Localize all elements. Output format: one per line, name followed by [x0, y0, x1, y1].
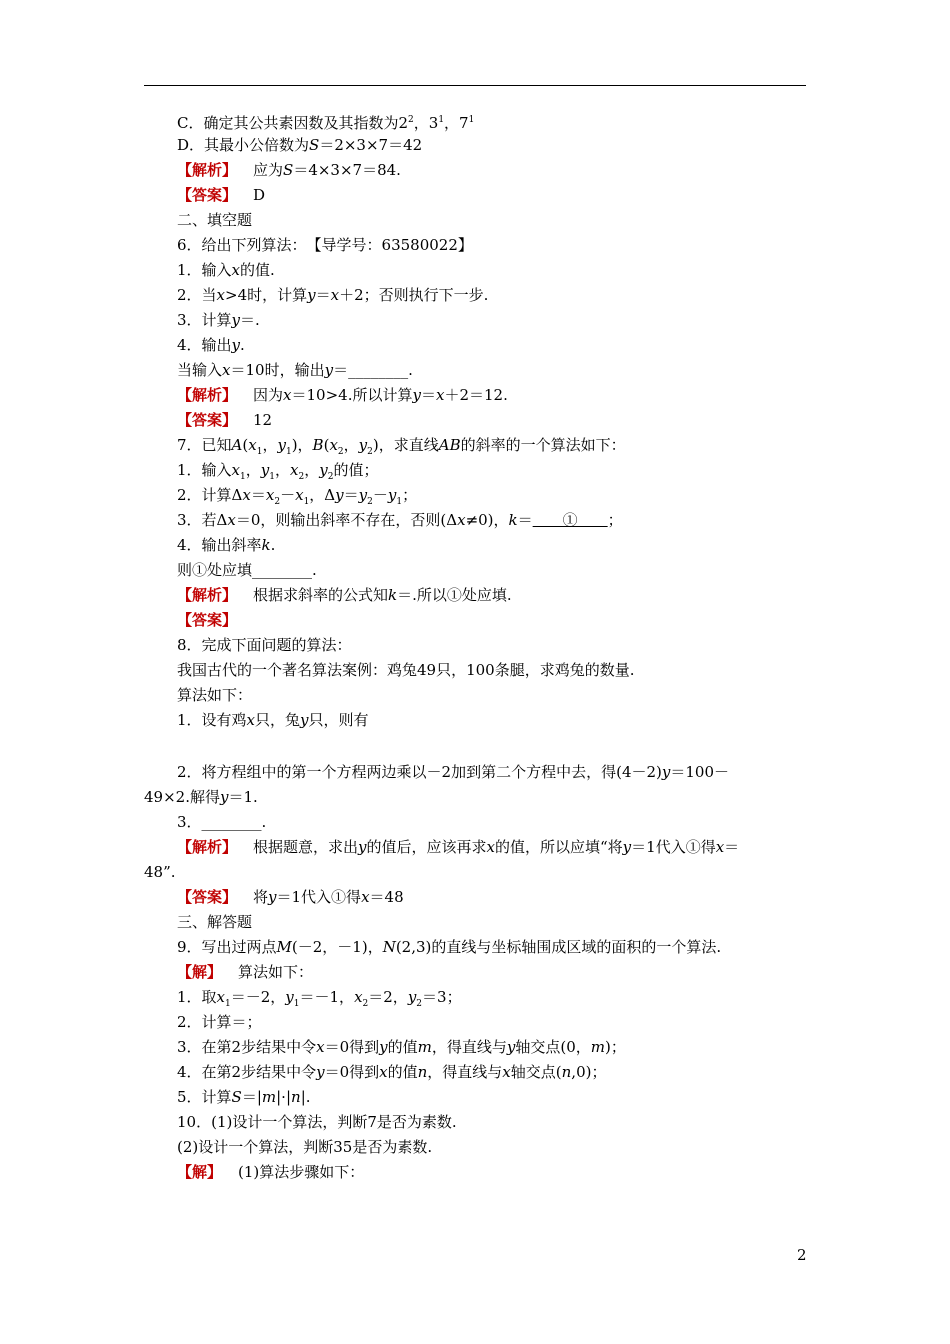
text-run: |. — [300, 1088, 311, 1106]
math-variable: x — [502, 1063, 511, 1081]
math-variable: y — [358, 486, 368, 504]
math-variable: y — [260, 461, 270, 479]
text-run: 将 — [253, 888, 269, 906]
math-variable: m — [261, 1088, 277, 1106]
text-run: ＝10>4.所以计算 — [291, 386, 413, 404]
math-variable: y — [285, 988, 294, 1006]
math-variable: y — [622, 838, 632, 856]
section-tag: 【解】 — [177, 963, 223, 981]
math-variable: N — [382, 938, 396, 956]
math-variable: x — [290, 461, 299, 479]
text-run: ＝ — [343, 486, 359, 504]
text-run: ＝2， — [368, 988, 408, 1006]
math-variable: y — [319, 461, 328, 479]
subscript: 2 — [327, 472, 334, 482]
text-run: ＝0得到 — [324, 1038, 380, 1056]
text-run: >4时，计算 — [225, 286, 308, 304]
text-line — [177, 610, 807, 630]
text-run: ＝ — [315, 286, 331, 304]
text-run: ≠0)， — [465, 511, 509, 529]
math-variable: S — [283, 161, 294, 179]
subscript: 2 — [367, 497, 373, 507]
superscript: 2 — [408, 115, 414, 125]
text-run: 算法如下： — [238, 963, 314, 981]
text-line — [177, 110, 807, 133]
text-run: 6．给出下列算法： 【导学号：63580022】 — [177, 236, 473, 254]
text-run: ，Δ — [309, 486, 336, 504]
math-variable: x — [227, 511, 236, 529]
section-tag: 【解】 — [177, 1163, 223, 1181]
text-line — [177, 310, 807, 330]
text-run: . — [270, 536, 276, 554]
text-run: ＝48 — [369, 888, 404, 906]
math-variable: k — [388, 586, 398, 604]
text-run: ， — [343, 436, 359, 454]
text-run: ＝3； — [422, 988, 462, 1006]
text-line — [177, 460, 807, 487]
text-run: ＝10时，输出 — [230, 361, 325, 379]
text-run: ＝ — [724, 838, 740, 856]
text-run: 的值 — [387, 1063, 418, 1081]
math-variable: y — [379, 1038, 388, 1056]
subscript: 1 — [269, 472, 275, 482]
text-run: 二、填空题 — [177, 211, 253, 229]
text-run: ，得直线与 — [427, 1063, 503, 1081]
text-run: ＝0，则输出斜率不存在，否则(Δ — [235, 511, 458, 529]
section-tag: 【解析】 — [177, 386, 238, 404]
math-variable: m — [417, 1038, 432, 1056]
math-variable: y — [407, 988, 417, 1006]
text-run: 48”. — [144, 863, 176, 881]
math-variable: n — [417, 1063, 428, 1081]
text-run: 1．输入 — [177, 261, 232, 279]
text-line — [177, 1062, 807, 1082]
text-line — [177, 912, 807, 932]
math-variable: y — [300, 711, 309, 729]
text-run: 根据题意，求出 — [253, 838, 359, 856]
text-run: 3．计算 — [177, 311, 232, 329]
math-variable: x — [248, 436, 257, 454]
text-run: (1)算法步骤如下： — [238, 1163, 365, 1181]
math-variable: x — [222, 361, 231, 379]
text-line — [177, 285, 807, 305]
math-variable: y — [219, 788, 229, 806]
text-run: ( — [323, 436, 330, 454]
math-variable: x — [231, 461, 241, 479]
math-variable: x — [361, 888, 370, 906]
math-variable: x — [246, 711, 256, 729]
subscript: 2 — [416, 999, 423, 1009]
section-tag: 【答案】 — [177, 611, 238, 629]
text-run: 1．设有鸡 — [177, 711, 247, 729]
page-number: 2 — [797, 1246, 807, 1264]
math-variable: x — [486, 838, 495, 856]
text-run: 12 — [253, 411, 273, 429]
subscript: 1 — [240, 472, 246, 482]
math-variable: m — [590, 1038, 605, 1056]
text-run: ， — [245, 461, 261, 479]
section-tag: 【解析】 — [177, 161, 238, 179]
math-variable: y — [316, 1063, 325, 1081]
text-line — [177, 185, 807, 205]
text-run: 4．输出 — [177, 336, 232, 354]
section-tag: 【答案】 — [177, 186, 238, 204]
subscript: 2 — [367, 447, 373, 457]
text-run: ＝1代入①得 — [276, 888, 362, 906]
text-line — [177, 435, 807, 462]
section-tag: 【答案】 — [177, 888, 238, 906]
text-line — [177, 1112, 807, 1132]
math-variable: M — [276, 938, 292, 956]
math-variable: y — [268, 888, 277, 906]
subscript: 1 — [396, 497, 403, 507]
text-run: ＝________. — [333, 361, 413, 379]
text-line — [177, 485, 807, 512]
math-variable: S — [309, 136, 320, 154]
math-variable: x — [330, 286, 340, 304]
text-run: ， — [262, 436, 278, 454]
text-run: D．其最小公倍数为 — [177, 136, 310, 154]
text-line — [177, 962, 807, 982]
subscript: 2 — [337, 447, 344, 457]
text-line — [177, 210, 807, 230]
math-variable: y — [358, 436, 368, 454]
text-run: ，3 — [413, 114, 439, 132]
text-line — [177, 685, 807, 705]
header-rule — [144, 85, 806, 86]
text-run: 只，兔 — [255, 711, 301, 729]
text-run: 1．取 — [177, 988, 217, 1006]
text-line — [177, 812, 807, 832]
text-run: 2．当 — [177, 286, 217, 304]
text-run: ＝.所以①处应填. — [397, 586, 512, 604]
section-tag: 【解析】 — [177, 586, 238, 604]
text-run: 的值； — [333, 461, 379, 479]
text-run: |·| — [276, 1088, 292, 1106]
math-variable: x — [435, 386, 445, 404]
text-run: ① — [532, 511, 608, 529]
math-variable: x — [216, 988, 226, 1006]
superscript: 1 — [438, 115, 445, 125]
text-line — [177, 1037, 807, 1057]
text-line — [177, 837, 807, 857]
text-line — [177, 360, 807, 380]
text-run: ＝ — [420, 386, 436, 404]
text-run: 8．完成下面问题的算法： — [177, 636, 352, 654]
text-run: ,0)； — [571, 1063, 607, 1081]
text-run: C．确定其公共素因数及其指数为2 — [177, 114, 409, 132]
text-run: 的值后，应该再求 — [366, 838, 487, 856]
section-tag: 【解析】 — [177, 838, 238, 856]
text-line — [177, 260, 807, 280]
subscript: 1 — [225, 999, 231, 1009]
subscript: 1 — [293, 999, 300, 1009]
text-run: 只，则有 — [308, 711, 369, 729]
subscript: 1 — [256, 447, 263, 457]
math-variable: x — [354, 988, 363, 1006]
text-line — [177, 410, 807, 430]
text-run: 轴交点(0， — [515, 1038, 591, 1056]
text-line — [177, 660, 807, 680]
text-run: 应为 — [253, 161, 284, 179]
text-run: 4．在第2步结果中令 — [177, 1063, 317, 1081]
text-run: 3．在第2步结果中令 — [177, 1038, 317, 1056]
math-variable: n — [291, 1088, 301, 1106]
text-line — [177, 762, 807, 782]
math-variable: y — [324, 361, 334, 379]
text-run: ＝1代入①得 — [631, 838, 716, 856]
text-line — [144, 862, 774, 882]
text-run: ＝1. — [228, 788, 258, 806]
text-run: ＝| — [241, 1088, 262, 1106]
math-variable: x — [316, 1038, 325, 1056]
text-run: ， — [274, 461, 290, 479]
math-variable: x — [379, 1063, 388, 1081]
text-line — [177, 160, 807, 180]
text-run: － — [280, 486, 296, 504]
text-line — [177, 710, 807, 730]
text-run: ＝0得到 — [324, 1063, 380, 1081]
text-run: 我国古代的一个著名算法案例：鸡兔49只，100条腿，求鸡兔的数量. — [177, 661, 635, 679]
text-run: )， — [291, 436, 313, 454]
text-run: ， — [304, 461, 320, 479]
text-line — [177, 1162, 807, 1182]
text-run: 3．若Δ — [177, 511, 228, 529]
text-run: ＝ — [250, 486, 266, 504]
text-run: 的斜率的一个算法如下： — [460, 436, 626, 454]
text-run: )，求直线 — [372, 436, 439, 454]
text-run: ，7 — [444, 114, 469, 132]
text-run: (－2，－1)， — [291, 938, 383, 956]
math-variable: AB — [438, 436, 461, 454]
math-variable: k — [261, 536, 271, 554]
math-variable: A — [231, 436, 243, 454]
math-variable: x — [329, 436, 338, 454]
math-variable: y — [412, 386, 421, 404]
text-run: 9．写出过两点 — [177, 938, 277, 956]
section-tag: 【答案】 — [177, 411, 238, 429]
text-run: ＝ — [517, 511, 533, 529]
text-run: 10．(1)设计一个算法，判断7是否为素数. — [177, 1113, 457, 1131]
subscript: 2 — [274, 497, 281, 507]
text-run: 5．计算 — [177, 1088, 232, 1106]
math-variable: y — [387, 486, 397, 504]
text-line — [177, 937, 807, 957]
math-variable: y — [231, 311, 241, 329]
math-variable: y — [231, 336, 241, 354]
text-line — [177, 235, 807, 255]
text-run: ； — [607, 511, 623, 529]
text-run: 2．计算＝； — [177, 1013, 262, 1031]
text-run: 3．________. — [177, 813, 267, 831]
text-line — [177, 135, 807, 155]
text-run: (2)设计一个算法，判断35是否为素数. — [177, 1138, 433, 1156]
text-line — [177, 535, 807, 555]
text-run: 的值，所以应填“将 — [495, 838, 623, 856]
superscript: 1 — [468, 115, 475, 125]
text-run: 2．将方程组中的第一个方程两边乘以－2加到第二个方程中去，得(4－2) — [177, 763, 662, 781]
math-variable: y — [277, 436, 286, 454]
text-run: ＝4×3×7＝84. — [293, 161, 401, 179]
text-run: 的值 — [387, 1038, 418, 1056]
math-variable: x — [457, 511, 466, 529]
math-variable: x — [283, 386, 292, 404]
text-line — [177, 987, 807, 1014]
text-run: 当输入 — [177, 361, 223, 379]
text-run: ； — [402, 486, 418, 504]
math-variable: x — [715, 838, 725, 856]
text-run: ＝2×3×7＝42 — [319, 136, 423, 154]
subscript: 1 — [285, 447, 292, 457]
text-run: 轴交点( — [510, 1063, 562, 1081]
text-run: ＝100－ — [670, 763, 730, 781]
text-run: 算法如下： — [177, 686, 253, 704]
text-line — [177, 385, 807, 405]
math-variable: x — [231, 261, 241, 279]
text-run: ＝－1， — [299, 988, 355, 1006]
subscript: 1 — [303, 497, 310, 507]
text-run: ＝. — [240, 311, 260, 329]
text-run: D — [253, 186, 266, 204]
text-line — [177, 1087, 807, 1107]
text-line — [177, 335, 807, 355]
text-run: 的值. — [240, 261, 275, 279]
text-line — [177, 635, 807, 655]
subscript: 2 — [298, 472, 305, 482]
text-run: . — [240, 336, 245, 354]
text-run: 1．输入 — [177, 461, 232, 479]
math-variable: y — [307, 286, 316, 304]
text-run: 49×2.解得 — [144, 788, 220, 806]
text-line — [177, 887, 807, 907]
text-line — [177, 560, 807, 580]
math-variable: x — [295, 486, 304, 504]
text-run: － — [372, 486, 388, 504]
text-run: ，得直线与 — [431, 1038, 507, 1056]
subscript: 2 — [362, 999, 369, 1009]
math-variable: B — [312, 436, 324, 454]
text-run: ＋2；否则执行下一步. — [339, 286, 489, 304]
text-line — [177, 1012, 807, 1032]
text-run: )； — [604, 1038, 626, 1056]
math-variable: k — [508, 511, 518, 529]
math-variable: y — [661, 763, 671, 781]
math-variable: x — [242, 486, 251, 504]
math-variable: x — [265, 486, 275, 504]
text-run: 则①处应填________. — [177, 561, 317, 579]
text-run: (2,3)的直线与坐标轴围成区域的面积的一个算法. — [395, 938, 722, 956]
math-variable: n — [561, 1063, 572, 1081]
text-run: ( — [242, 436, 249, 454]
text-run: 4．输出斜率 — [177, 536, 262, 554]
text-run: 三、解答题 — [177, 913, 253, 931]
math-variable: S — [231, 1088, 242, 1106]
text-line — [177, 585, 807, 605]
text-line — [177, 510, 807, 530]
math-variable: y — [506, 1038, 516, 1056]
text-run: ＋2＝12. — [444, 386, 508, 404]
math-variable: x — [216, 286, 226, 304]
text-run: 因为 — [253, 386, 284, 404]
text-run: 2．计算Δ — [177, 486, 243, 504]
math-variable: y — [335, 486, 344, 504]
text-run: 根据求斜率的公式知 — [253, 586, 389, 604]
text-run: 7．已知 — [177, 436, 232, 454]
math-variable: y — [358, 838, 367, 856]
text-line — [144, 787, 774, 807]
text-run: ＝－2， — [230, 988, 286, 1006]
text-line — [177, 1137, 807, 1157]
